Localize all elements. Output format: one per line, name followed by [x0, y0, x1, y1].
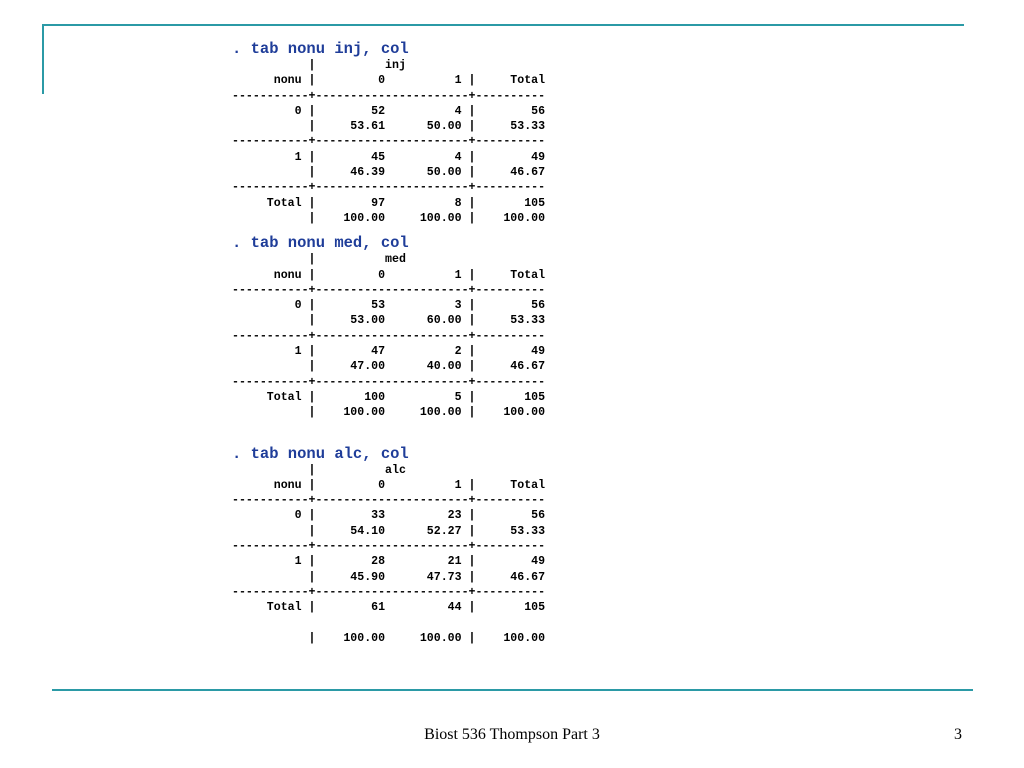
stata-command: . tab nonu inj, col: [232, 40, 409, 58]
stata-command: . tab nonu med, col: [232, 234, 409, 253]
top-divider: [42, 24, 964, 26]
crosstab-output: | inj nonu | 0 1 | Total -----------+----------------------+---------- 0 | 52 4 | 56 | 53.61 50.00 | 53.33 -----------+----------------------+---------- 1 | 45 4 | 49 | 46.39 50.00 | 46.67 -----------+----------------------+---------- Total | 97 8 | 105 | 100.00 100.00 | 100.00: [232, 59, 546, 225]
crosstab-output: | alc nonu | 0 1 | Total -----------+----------------------+---------- 0 | 33 23 | 56 | 54.10 52.27 | 53.33 -----------+----------------------+---------- 1 | 28 21 | 49 | 45.90 47.73 | 46.67 -----------+----------------------+---------- Total | 61 44 | 105 | 100.00 100.00 | 100.00: [232, 463, 546, 645]
stata-command: . tab nonu alc, col: [232, 444, 409, 463]
bottom-divider: [52, 689, 973, 691]
tab-block-med: [232, 234, 752, 420]
tab-block-alc: [232, 445, 752, 647]
slide-content: [232, 40, 752, 654]
crosstab-output: | med nonu | 0 1 | Total -----------+----------------------+---------- 0 | 53 3 | 56 | 53.00 60.00 | 53.33 -----------+----------------------+---------- 1 | 47 2 | 49 | 47.00 40.00 | 46.67 -----------+----------------------+---------- Total | 100 5 | 105 | 100.00 100.00 | 100.00: [232, 253, 546, 420]
left-accent-bar: [42, 24, 44, 94]
tab-block-inj: [232, 40, 752, 226]
page-number: 3: [954, 726, 962, 743]
footer-title: Biost 536 Thompson Part 3: [424, 726, 600, 743]
